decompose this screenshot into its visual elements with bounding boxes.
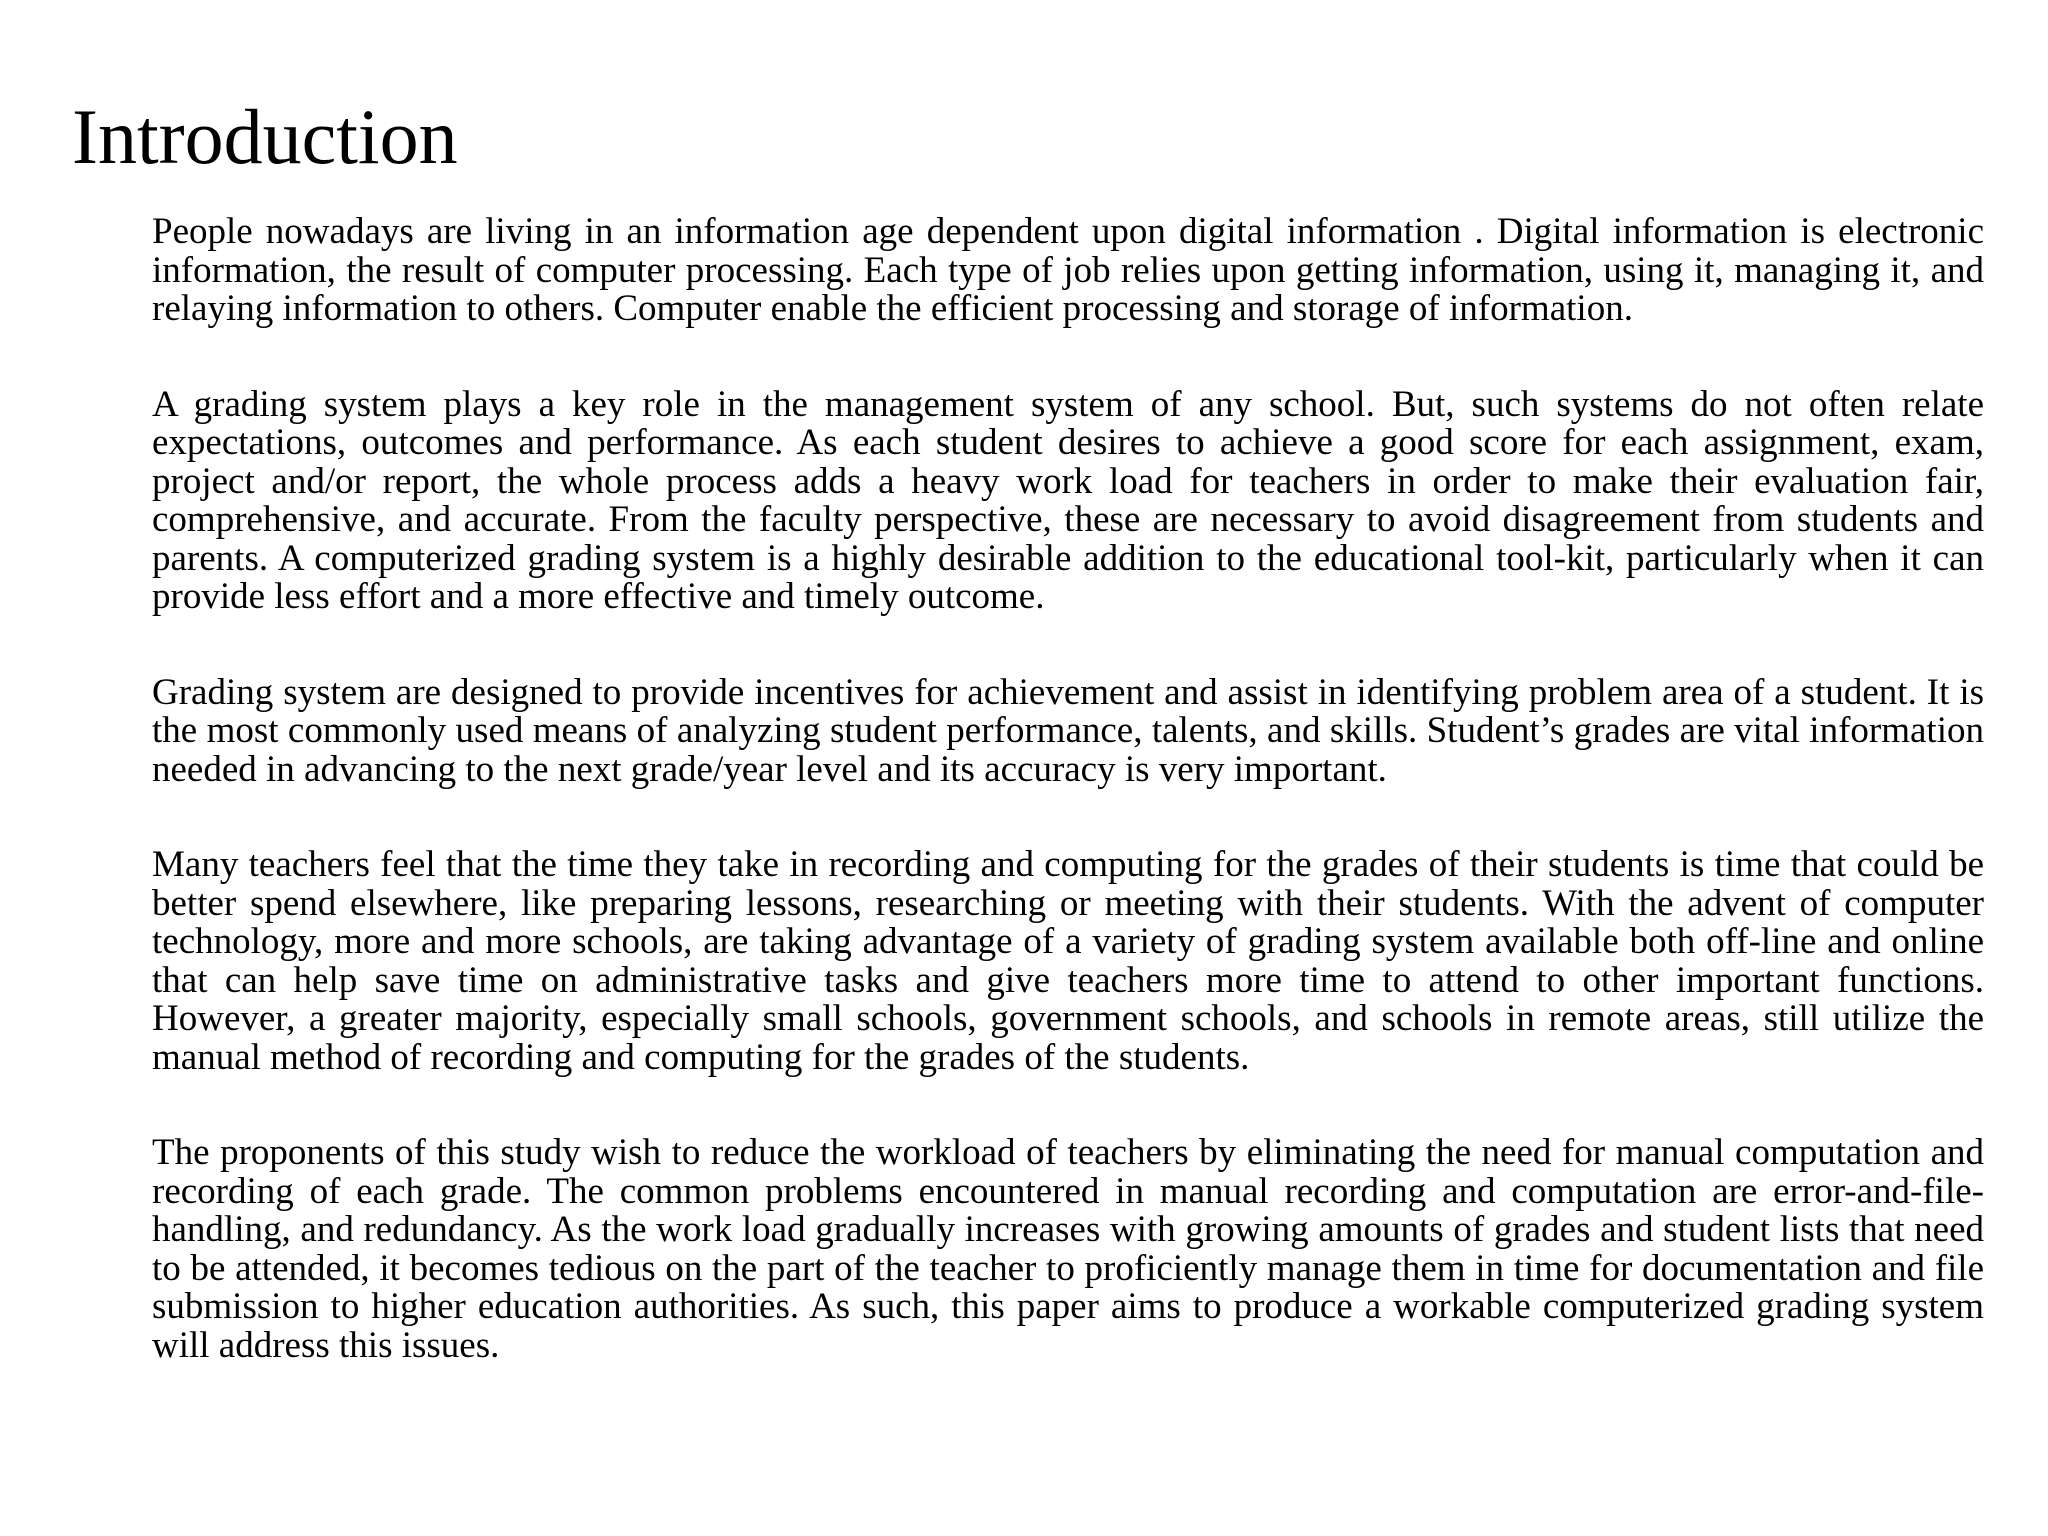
paragraph-grading-purpose: Grading system are designed to provide incentives for achievement and assist in identifying problem area of a student. It is the most commonly used means of analyzing student performance, talents, and skills. Student’s grades are vital information needed in advancing to the next grade/year level and its accuracy is very important. <box>152 671 1984 790</box>
paragraph-study-proponents: The proponents of this study wish to reduce the workload of teachers by eliminating the need for manual computation and recording of each grade. The common problems encountered in manual recording and computation are error-and-file-handling, and redundancy. As the work load gradually increases with growing amounts of grades and student lists that need to be attended, it becomes tedious on the part of the teacher to proficiently manage them in time for documentation and file submission to higher education authorities. As such, this paper aims to produce a workable computerized grading system will address this issues. <box>152 1132 1984 1366</box>
paragraph-grading-system-role: A grading system plays a key role in the management system of any school. But, such systems do not often relate expectations, outcomes and performance. As each student desires to achieve a good score for each assignment, exam, project and/or report, the whole process adds a heavy work load for teachers in order to make their evaluation fair, comprehensive, and accurate. From the faculty perspective, these are necessary to avoid disagreement from students and parents. A computerized grading system is a highly desirable addition to the educational tool-kit, particularly when it can provide less effort and a more effective and timely outcome. <box>152 383 1984 617</box>
paragraph-information-age: People nowadays are living in an information age dependent upon digital information . Digital information is electronic information, the result of computer processing. Each type of job relies upon getting information, using it, managing it, and relaying information to others. Computer enable the efficient processing and storage of information. <box>152 211 1984 329</box>
paragraph-teacher-time: Many teachers feel that the time they take in recording and computing for the grades of their students is time that could be better spend elsewhere, like preparing lessons, researching or meeting with their students. With the advent of computer technology, more and more schools, are taking advantage of a variety of grading system available both off-line and online that can help save time on administrative tasks and give teachers more time to attend to other important functions. However, a greater majority, especially small schools, government schools, and schools in remote areas, still utilize the manual method of recording and computing for the grades of the students. <box>152 844 1984 1078</box>
page-title: Introduction <box>72 93 458 180</box>
body-text <box>152 213 1984 1365</box>
